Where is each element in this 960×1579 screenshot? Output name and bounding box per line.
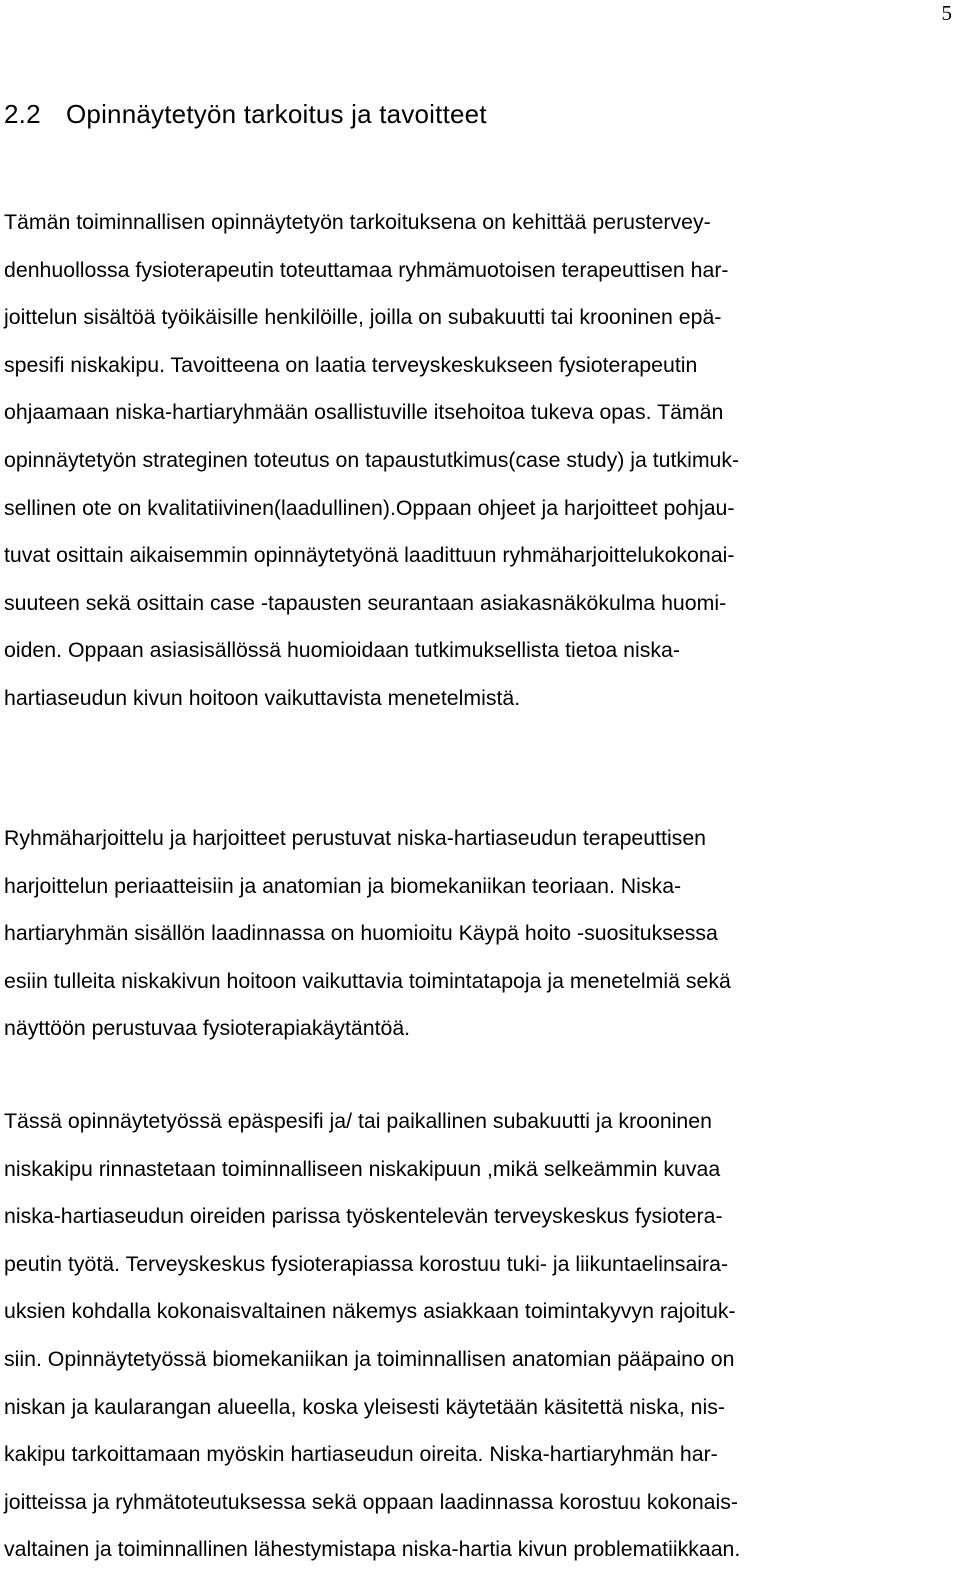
- paragraph-line: harjoittelun periaatteisiin ja anatomian ja biomekaniikan teoriaan. Niska-: [4, 873, 682, 898]
- paragraph-group-exercise: [4, 815, 946, 1053]
- section-title: Opinnäytetyön tarkoitus ja tavoitteet: [66, 99, 487, 129]
- paragraph-line: hartiaseudun kivun hoitoon vaikuttavista menetelmistä.: [4, 685, 521, 710]
- paragraph-line: näyttöön perustuvaa fysioterapiakäytäntöä.: [4, 1016, 411, 1041]
- paragraph-purpose: [4, 199, 946, 723]
- paragraph-line: opinnäytetyön strateginen toteutus on tapaustutkimus(case study) ja tutkimuk-: [4, 447, 740, 472]
- page-number: 5: [941, 1, 952, 25]
- paragraph-line: siin. Opinnäytetyössä biomekaniikan ja toiminnallisen anatomian pääpaino on: [4, 1346, 735, 1371]
- paragraph-line: ohjaamaan niska-hartiaryhmään osallistuville itsehoitoa tukeva opas. Tämän: [4, 400, 724, 425]
- paragraph-line: tuvat osittain aikaisemmin opinnäytetyönä laadittuun ryhmäharjoittelukokonai-: [4, 543, 735, 568]
- paragraph-line: uksien kohdalla kokonaisvaltainen näkemys asiakkaan toimintakyvyn rajoituk-: [4, 1299, 736, 1324]
- paragraph-line: niskakipu rinnastetaan toiminnalliseen niskakipuun ,mikä selkeämmin kuvaa: [4, 1156, 721, 1181]
- paragraph-line: esiin tulleita niskakivun hoitoon vaikuttavia toimintatapoja ja menetelmiä sekä: [4, 968, 731, 993]
- paragraph-line: Tämän toiminnallisen opinnäytetyön tarkoituksena on kehittää perustervey-: [4, 210, 711, 234]
- section-heading: [4, 96, 487, 132]
- paragraph-line: sellinen ote on kvalitatiivinen(laadullinen).Oppaan ohjeet ja harjoitteet pohjau-: [4, 495, 735, 520]
- paragraph-line: oiden. Oppaan asiasisällössä huomioidaan tutkimuksellista tietoa niska-: [4, 638, 680, 663]
- paragraph-line: spesifi niskakipu. Tavoitteena on laatia terveyskeskukseen fysioterapeutin: [4, 352, 698, 377]
- paragraph-line: valtainen ja toiminnallinen lähestymistapa niska-hartia kivun problematiikkaan.: [4, 1537, 741, 1562]
- paragraph-line: joitteissa ja ryhmätoteutuksessa sekä oppaan laadinnassa korostuu kokonais-: [4, 1489, 738, 1514]
- paragraph-line: Tässä opinnäytetyössä epäspesifi ja/ tai paikallinen subakuutti ja krooninen: [4, 1109, 712, 1133]
- paragraph-line: peutin työtä. Terveyskeskus fysioterapiassa korostuu tuki- ja liikuntaelinsaira-: [4, 1251, 729, 1276]
- paragraph-line: niska-hartiaseudun oireiden parissa työskentelevän terveyskeskus fysiotera-: [4, 1204, 723, 1229]
- paragraph-line: joittelun sisältöä työikäisille henkilöille, joilla on subakuutti tai krooninen epä-: [4, 305, 722, 330]
- paragraph-neck-pain-scope: [4, 1098, 946, 1574]
- paragraph-line: niskan ja kaularangan alueella, koska yleisesti käytetään käsitettä niska, nis-: [4, 1394, 725, 1419]
- paragraph-line: denhuollossa fysioterapeutin toteuttamaa ryhmämuotoisen terapeuttisen har-: [4, 257, 729, 282]
- paragraph-line: Ryhmäharjoittelu ja harjoitteet perustuvat niska-hartiaseudun terapeuttisen: [4, 826, 707, 850]
- section-number: 2.2: [4, 99, 41, 129]
- paragraph-line: suuteen sekä osittain case -tapausten seurantaan asiakasnäkökulma huomi-: [4, 590, 727, 615]
- paragraph-line: kakipu tarkoittamaan myöskin hartiaseudun oireita. Niska-hartiaryhmän har-: [4, 1442, 718, 1467]
- paragraph-line: hartiaryhmän sisällön laadinnassa on huomioitu Käypä hoito -suosituksessa: [4, 921, 718, 946]
